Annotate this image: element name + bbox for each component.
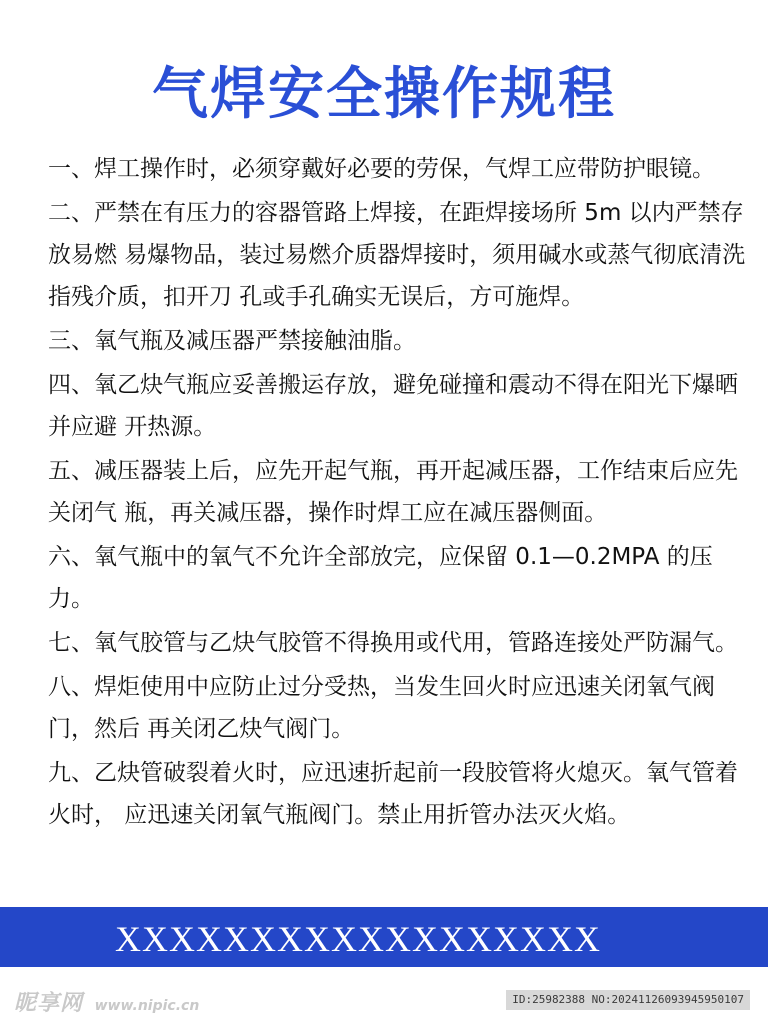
image-id-label: ID:25982388 NO:20241126093945950107: [506, 990, 750, 1010]
rules-list: [48, 148, 748, 838]
rule-item-9: 九、乙炔管破裂着火时，应迅速折起前一段胶管将火熄灭。氧气管着火时， 应迅速关闭氧气瓶阀门。禁止用折管办法灭火焰。: [48, 760, 738, 828]
rule-item-1: 一、焊工操作时，必须穿戴好必要的劳保，气焊工应带防护眼镜。: [48, 156, 715, 182]
rule-item-7: 七、氧气胶管与乙炔气胶管不得换用或代用，管路连接处严防漏气。: [48, 630, 738, 656]
rule-item-8: 八、焊炬使用中应防止过分受热，当发生回火时应迅速关闭氧气阀门，然后 再关闭乙炔气阀门。: [48, 674, 715, 742]
watermark-brand: 昵享网: [14, 991, 84, 1016]
banner-text: XXXXXXXXXXXXXXXXXX: [115, 919, 601, 959]
rule-item-4: 四、氧乙炔气瓶应妥善搬运存放，避免碰撞和震动不得在阳光下爆晒并应避 开热源。: [48, 372, 738, 440]
footer: [0, 980, 768, 1016]
bottom-banner: [0, 907, 768, 967]
rule-item-6: 六、氧气瓶中的氧气不允许全部放完，应保留 0.1—0.2MPA 的压力。: [48, 544, 713, 612]
rule-item-2: 二、严禁在有压力的容器管路上焊接，在距焊接场所 5m 以内严禁存放易燃 易爆物品，装过易燃介质器焊接时，须用碱水或蒸气彻底清洗指残介质，扣开刀 孔或手孔确实无误后，方可施焊。: [48, 200, 746, 310]
rule-item-5: 五、减压器装上后，应先开起气瓶，再开起减压器，工作结束后应先关闭气 瓶，再关减压器，操作时焊工应在减压器侧面。: [48, 458, 738, 526]
watermark-url: www.nipic.cn: [94, 998, 200, 1014]
page-title: 气焊安全操作规程: [152, 61, 616, 127]
watermark: [14, 986, 199, 1017]
rule-item-3: 三、氧气瓶及减压器严禁接触油脂。: [48, 328, 416, 354]
